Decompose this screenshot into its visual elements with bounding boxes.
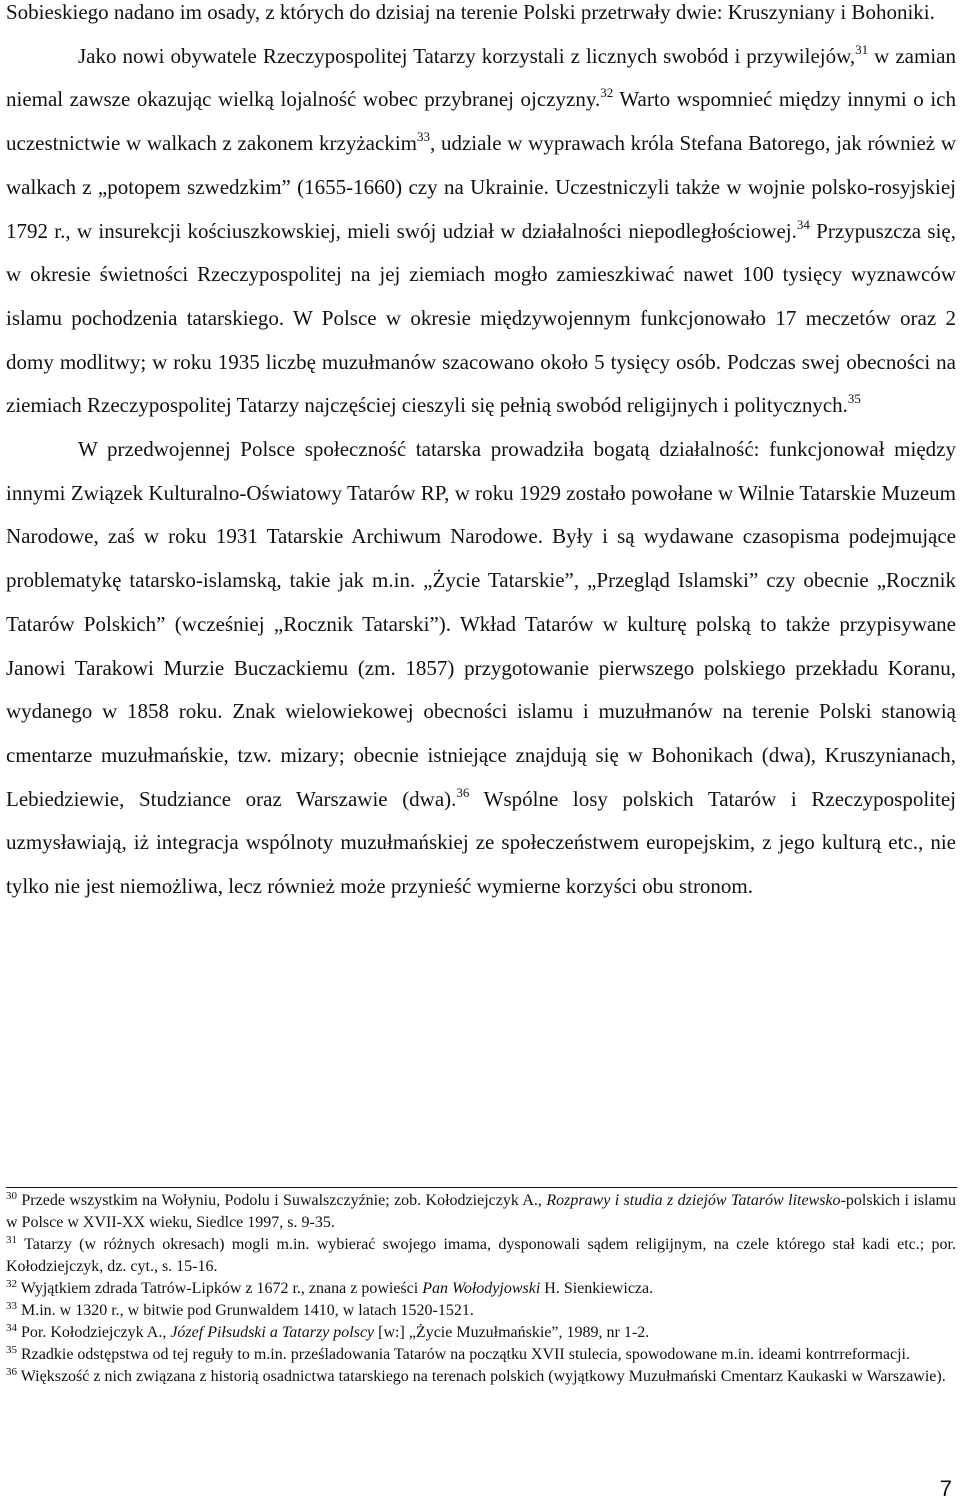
footnote-32 bbox=[6, 1278, 956, 1300]
footnote-30 bbox=[6, 1190, 956, 1234]
footnote-title: Rozprawy i studia z dziejów Tatarów litewsko bbox=[546, 1192, 841, 1209]
footnote-text: Większość z nich związana z historią osadnictwa tatarskiego na terenach polskich (wyjątkowy Muzułmański Cmentarz Kaukaski w Warszawie). bbox=[17, 1368, 946, 1385]
footnote-ref-35[interactable]: 35 bbox=[847, 391, 861, 407]
body-text bbox=[6, 0, 956, 909]
footnote-text: -polskich i islamu w Polsce w XVII-XX wieku, Siedlce 1997, s. 9-35. bbox=[6, 1192, 957, 1231]
footnote-number: 31 bbox=[6, 1234, 17, 1246]
footnote-ref-34[interactable]: 34 bbox=[796, 216, 810, 232]
footnote-number: 33 bbox=[6, 1300, 17, 1312]
footnote-number: 35 bbox=[6, 1344, 17, 1356]
footnote-33 bbox=[6, 1300, 956, 1322]
paragraph-text: Jako nowi obywatele Rzeczypospolitej Tatarzy korzystali z licznych swobód i przywilejów, bbox=[78, 43, 856, 68]
footnotes bbox=[6, 1190, 956, 1388]
footnote-ref-33[interactable]: 33 bbox=[417, 129, 430, 145]
footnote-number: 32 bbox=[6, 1278, 17, 1290]
footnote-36 bbox=[6, 1366, 956, 1388]
footnote-text: M.in. w 1320 r., w bitwie pod Grunwaldem 1410, w latach 1520-1521. bbox=[17, 1302, 474, 1319]
paragraph-text: , udziale w wyprawach króla Stefana Batorego, jak również w walkach z „potopem szwedzkim” (1655-1660) czy na Ukrainie. Uczestniczyli także w wojnie polsko-rosyjskiej 1792 r., w insurekcji kościuszkowskiej, mieli swój udział w działalności niepodległościowej. bbox=[6, 131, 956, 243]
page-number: 7 bbox=[939, 1476, 952, 1501]
paragraph-text: Warto wspomnieć między innymi o ich uczestnictwie w walkach z zakonem krzyżackim bbox=[6, 87, 956, 156]
footnote-ref-32[interactable]: 32 bbox=[600, 85, 614, 101]
paragraph-3 bbox=[6, 428, 956, 909]
footnote-31 bbox=[6, 1234, 956, 1278]
footnote-text: Tatarzy (w różnych okresach) mogli m.in. wybierać swojego imama, dysponowali sądem religijnym, na czele którego stał kadi etc.; por. Kołodziejczyk, dz. cyt., s. 15-16. bbox=[6, 1236, 956, 1275]
footnote-35 bbox=[6, 1344, 956, 1366]
footnote-ref-36[interactable]: 36 bbox=[456, 784, 470, 800]
paragraph-2 bbox=[6, 35, 956, 428]
paragraph-text: w zamian niemal zawsze okazując wielką lojalność wobec przybranej ojczyzny. bbox=[6, 43, 956, 112]
footnote-34 bbox=[6, 1322, 956, 1344]
paragraph-text: Wspólne losy polskich Tatarów i Rzeczypospolitej uzmysławiają, iż integracja wspólnoty muzułmańskiej ze społeczeństwem europejskim, z jego kulturą etc., nie tylko nie jest niemożliwa, lecz również może przynieść wymierne korzyści obu stronom. bbox=[6, 786, 956, 899]
footnote-text: [w:] „Życie Muzułmańskie”, 1989, nr 1-2. bbox=[374, 1324, 650, 1341]
footnote-text: Wyjątkiem zdrada Tatrów-Lipków z 1672 r., znana z powieści bbox=[17, 1280, 423, 1297]
footnote-separator bbox=[6, 1187, 957, 1188]
paragraph-text: W przedwojennej Polsce społeczność tatarska prowadziła bogatą działalność: funkcjonował między innymi Związek Kulturalno-Oświatowy Tatarów RP, w roku 1929 zostało powołane w Wilnie Tatarskie Muzeum Narodowe, zaś w roku 1931 Tatarskie Archiwum Narodowe. Były i są wydawane czasopisma podejmujące problematykę tatarsko-islamską, takie jak m.in. „Życie Tatarskie”, „Przegląd Islamski” czy obecnie „Rocznik Tatarów Polskich” (wcześniej „Rocznik Tatarski”). Wkład Tatarów w kulturę polską to także przypisywane Janowi Tarakowi Murzie Buczackiemu (zm. 1857) przygotowanie pierwszego polskiego przekładu Koranu, wydanego w 1858 roku. Znak wielowiekowej obecności islamu i muzułmanów na terenie Polski stanowią cmentarze muzułmańskie, tzw. mizary; obecnie istniejące znajdują się w Bohonikach (dwa), Kruszynianach, Lebiedziewie, Studziance oraz Warszawie (dwa). bbox=[6, 437, 956, 811]
paragraph-1 bbox=[6, 0, 956, 35]
footnote-ref-31[interactable]: 31 bbox=[855, 41, 869, 57]
footnote-text: Przede wszystkim na Wołyniu, Podolu i Suwalszczyźnie; zob. Kołodziejczyk A., bbox=[17, 1192, 547, 1209]
footnote-text: Rzadkie odstępstwa od tej reguły to m.in. prześladowania Tatarów na początku XVII stulecia, spowodowane m.in. ideami kontrreformacji. bbox=[17, 1346, 910, 1363]
footnote-text: H. Sienkiewicza. bbox=[540, 1280, 654, 1297]
footnote-number: 30 bbox=[6, 1190, 17, 1202]
paragraph-text: Sobieskiego nadano im osady, z których do dzisiaj na terenie Polski przetrwały dwie: Kruszyniany i Bohoniki. bbox=[6, 0, 935, 24]
footnote-title: Józef Piłsudski a Tatarzy polscy bbox=[170, 1324, 375, 1341]
footnote-number: 34 bbox=[6, 1322, 17, 1334]
footnote-title: Pan Wołodyjowski bbox=[422, 1280, 541, 1297]
paragraph-text: Przypuszcza się, w okresie świetności Rzeczypospolitej na jej ziemiach mogło zamieszkiwać nawet 100 tysięcy wyznawców islamu pochodzenia tatarskiego. W Polsce w okresie międzywojennym funkcjonowało 17 meczetów oraz 2 domy modlitwy; w roku 1935 liczbę muzułmanów szacowano około 5 tysięcy osób. Podczas swej obecności na ziemiach Rzeczypospolitej Tatarzy najczęściej cieszyli się pełnią swobód religijnych i politycznych. bbox=[6, 218, 957, 418]
footnote-number: 36 bbox=[6, 1366, 17, 1378]
footnote-text: Por. Kołodziejczyk A., bbox=[17, 1324, 171, 1341]
